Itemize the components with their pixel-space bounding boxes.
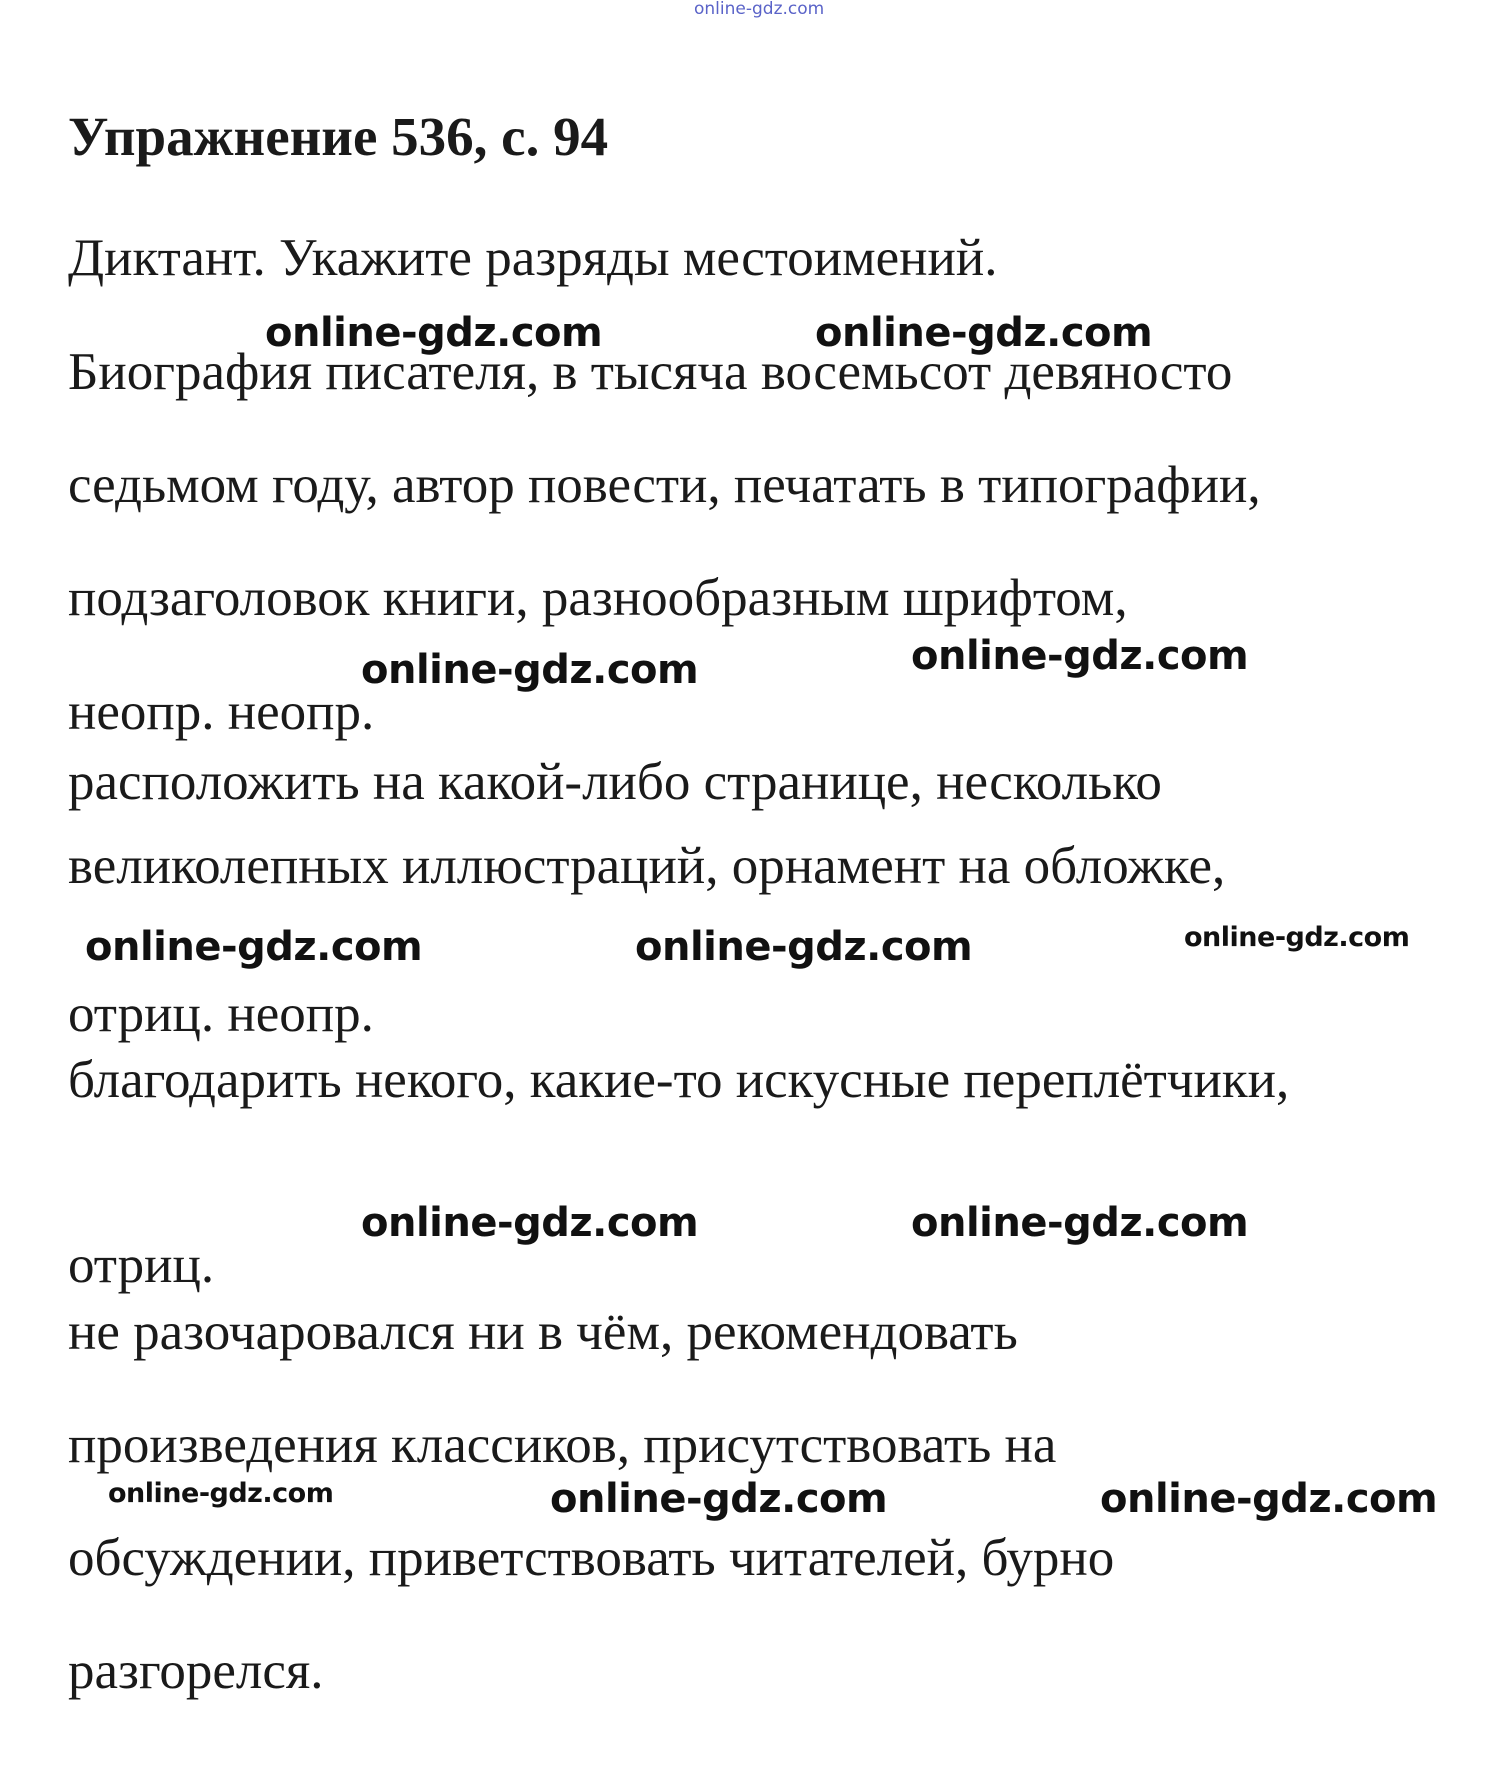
site-tag: online-gdz.com xyxy=(694,0,825,19)
watermark: online-gdz.com xyxy=(85,924,423,970)
text-line: великолепных иллюстраций, орнамент на обложке, xyxy=(68,837,1226,895)
watermark: online-gdz.com xyxy=(1100,1476,1438,1522)
watermark: online-gdz.com xyxy=(911,633,1249,679)
annotation-line: неопр. неопр. xyxy=(68,683,375,741)
watermark: online-gdz.com xyxy=(265,310,603,356)
text-line: Биография писателя, в тысяча восемьсот девяносто xyxy=(68,343,1233,401)
text-line: подзаголовок книги, разнообразным шрифтом, xyxy=(68,569,1128,627)
watermark: online-gdz.com xyxy=(635,924,973,970)
watermark: online-gdz.com xyxy=(550,1476,888,1522)
annotation-line: отриц. неопр. xyxy=(68,985,374,1043)
watermark: online-gdz.com xyxy=(815,310,1153,356)
page-title: Упражнение 536, с. 94 xyxy=(68,106,609,167)
text-line: произведения классиков, присутствовать на xyxy=(68,1416,1057,1474)
watermark: online-gdz.com xyxy=(361,647,699,693)
task-text: Диктант. Укажите разряды местоимений. xyxy=(68,229,998,287)
text-line: благодарить некого, какие-то искусные переплётчики, xyxy=(68,1051,1290,1109)
text-line: расположить на какой-либо странице, несколько xyxy=(68,753,1162,811)
watermark: online-gdz.com xyxy=(361,1200,699,1246)
watermark: online-gdz.com xyxy=(1184,922,1410,953)
text-line: обсуждении, приветствовать читателей, бурно xyxy=(68,1529,1115,1587)
text-line: седьмом году, автор повести, печатать в типографии, xyxy=(68,456,1261,514)
watermark: online-gdz.com xyxy=(911,1200,1249,1246)
text-line: разгорелся. xyxy=(68,1642,324,1700)
watermark: online-gdz.com xyxy=(108,1478,334,1509)
text-line: не разочаровался ни в чём, рекомендовать xyxy=(68,1303,1018,1361)
annotation-line: отриц. xyxy=(68,1236,215,1294)
